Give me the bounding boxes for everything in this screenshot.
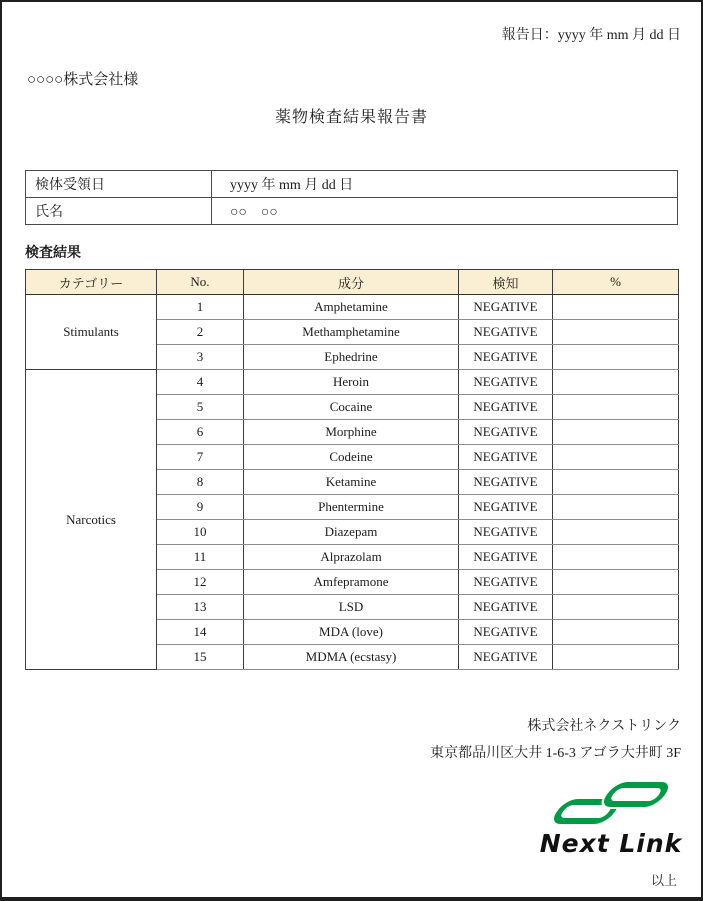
specimen-info-table bbox=[25, 170, 678, 225]
component-cell: Codeine bbox=[244, 445, 459, 470]
category-cell: Stimulants bbox=[26, 295, 157, 370]
no-cell: 7 bbox=[157, 445, 244, 470]
percent-cell bbox=[553, 370, 679, 395]
component-cell: Ephedrine bbox=[244, 345, 459, 370]
percent-cell bbox=[553, 395, 679, 420]
no-cell: 6 bbox=[157, 420, 244, 445]
percent-cell bbox=[553, 445, 679, 470]
no-cell: 12 bbox=[157, 570, 244, 595]
column-header-component: 成分 bbox=[244, 270, 459, 295]
percent-cell bbox=[553, 295, 679, 320]
detection-cell: NEGATIVE bbox=[459, 445, 553, 470]
chain-link-icon bbox=[551, 780, 671, 826]
component-cell: Morphine bbox=[244, 420, 459, 445]
footer-company-address: 東京都品川区大井 1-6-3 アゴラ大井町 3F bbox=[430, 746, 681, 761]
next-link-logo bbox=[537, 780, 685, 858]
detection-cell: NEGATIVE bbox=[459, 495, 553, 520]
percent-cell bbox=[553, 545, 679, 570]
results-table-body bbox=[26, 295, 679, 670]
no-cell: 3 bbox=[157, 345, 244, 370]
detection-cell: NEGATIVE bbox=[459, 370, 553, 395]
component-cell: MDMA (ecstasy) bbox=[244, 645, 459, 670]
component-cell: Heroin bbox=[244, 370, 459, 395]
column-header-percent: % bbox=[553, 270, 679, 295]
percent-cell bbox=[553, 520, 679, 545]
table-row bbox=[26, 171, 678, 198]
no-cell: 4 bbox=[157, 370, 244, 395]
no-cell: 15 bbox=[157, 645, 244, 670]
no-cell: 9 bbox=[157, 495, 244, 520]
component-cell: Alprazolam bbox=[244, 545, 459, 570]
table-row bbox=[26, 198, 678, 225]
component-cell: Amfepramone bbox=[244, 570, 459, 595]
component-cell: MDA (love) bbox=[244, 620, 459, 645]
category-cell: Narcotics bbox=[26, 370, 157, 670]
results-header-row bbox=[26, 270, 679, 295]
logo-wordmark: Next Link bbox=[539, 829, 683, 858]
percent-cell bbox=[553, 570, 679, 595]
page-title: 薬物検査結果報告書 bbox=[274, 109, 428, 126]
component-cell: LSD bbox=[244, 595, 459, 620]
receipt-date-label: 検体受領日 bbox=[26, 171, 212, 198]
table-row bbox=[26, 295, 679, 320]
detection-cell: NEGATIVE bbox=[459, 545, 553, 570]
no-cell: 2 bbox=[157, 320, 244, 345]
detection-cell: NEGATIVE bbox=[459, 620, 553, 645]
receipt-date-value: yyyy 年 mm 月 dd 日 bbox=[212, 171, 678, 198]
percent-cell bbox=[553, 420, 679, 445]
percent-cell bbox=[553, 620, 679, 645]
component-cell: Phentermine bbox=[244, 495, 459, 520]
name-value: ○○ ○○ bbox=[212, 198, 678, 225]
name-label: 氏名 bbox=[26, 198, 212, 225]
percent-cell bbox=[553, 320, 679, 345]
percent-cell bbox=[553, 595, 679, 620]
column-header-no: No. bbox=[157, 270, 244, 295]
detection-cell: NEGATIVE bbox=[459, 395, 553, 420]
detection-cell: NEGATIVE bbox=[459, 570, 553, 595]
recipient-company: ○○○○株式会社様 bbox=[27, 72, 139, 88]
component-cell: Diazepam bbox=[244, 520, 459, 545]
no-cell: 8 bbox=[157, 470, 244, 495]
percent-cell bbox=[553, 645, 679, 670]
no-cell: 1 bbox=[157, 295, 244, 320]
chain-link-right-shape bbox=[598, 782, 674, 807]
percent-cell bbox=[553, 470, 679, 495]
component-cell: Amphetamine bbox=[244, 295, 459, 320]
no-cell: 10 bbox=[157, 520, 244, 545]
no-cell: 13 bbox=[157, 595, 244, 620]
report-date: 報告日：yyyy 年 mm 月 dd 日 bbox=[501, 28, 681, 43]
component-cell: Ketamine bbox=[244, 470, 459, 495]
table-row bbox=[26, 370, 679, 395]
footer-company-name: 株式会社ネクストリンク bbox=[527, 719, 681, 734]
component-cell: Cocaine bbox=[244, 395, 459, 420]
percent-cell bbox=[553, 495, 679, 520]
component-cell: Methamphetamine bbox=[244, 320, 459, 345]
detection-cell: NEGATIVE bbox=[459, 520, 553, 545]
detection-cell: NEGATIVE bbox=[459, 295, 553, 320]
detection-cell: NEGATIVE bbox=[459, 595, 553, 620]
detection-cell: NEGATIVE bbox=[459, 320, 553, 345]
column-header-category: カテゴリー bbox=[26, 270, 157, 295]
results-table bbox=[25, 269, 679, 670]
results-section-title: 検査結果 bbox=[25, 246, 81, 261]
detection-cell: NEGATIVE bbox=[459, 645, 553, 670]
no-cell: 5 bbox=[157, 395, 244, 420]
detection-cell: NEGATIVE bbox=[459, 470, 553, 495]
column-header-detection: 検知 bbox=[459, 270, 553, 295]
closing-text: 以上 bbox=[650, 873, 677, 888]
percent-cell bbox=[553, 345, 679, 370]
no-cell: 14 bbox=[157, 620, 244, 645]
no-cell: 11 bbox=[157, 545, 244, 570]
detection-cell: NEGATIVE bbox=[459, 420, 553, 445]
detection-cell: NEGATIVE bbox=[459, 345, 553, 370]
